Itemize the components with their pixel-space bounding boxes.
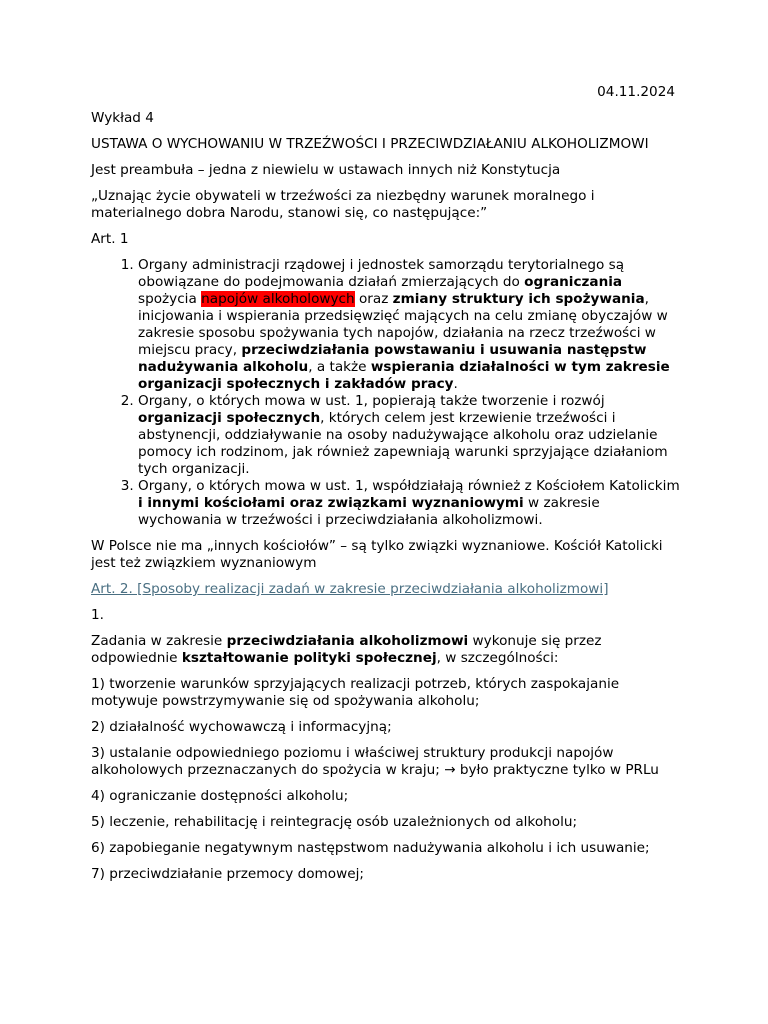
point-2: 2) działalność wychowawczą i informacyjną; bbox=[91, 719, 392, 735]
art1-heading: Art. 1 bbox=[91, 231, 129, 247]
text: Organy administracji rządowej i jednostek samorządu terytorialnego są obowiązane do podejmowania działań zmierzających do bbox=[138, 257, 625, 290]
bold-text: wspierania działalności w tym zakresie organizacji społecznych i zakładów pracy bbox=[138, 359, 670, 392]
text: spożycia bbox=[138, 291, 202, 307]
bold-text: i innymi kościołami oraz związkami wyznaniowymi bbox=[138, 495, 524, 511]
point-7: 7) przeciwdziałanie przemocy domowej; bbox=[91, 866, 364, 882]
text: , a także bbox=[308, 359, 371, 375]
point-1: 1) tworzenie warunków sprzyjających realizacji potrzeb, których zaspokajanie motywuje powstrzymywanie się od spożywania alkoholu; bbox=[91, 676, 620, 709]
bold-text: kształtowanie polityki społecznej bbox=[181, 650, 437, 666]
text: oraz bbox=[354, 291, 393, 307]
bold-text: ograniczania bbox=[524, 274, 623, 290]
highlighted-text: napojów alkoholowych bbox=[201, 291, 355, 307]
point-5: 5) leczenie, rehabilitację i reintegrację osób uzależnionych od alkoholu; bbox=[91, 814, 578, 830]
act-title: USTAWA O WYCHOWANIU W TRZEŹWOŚCI I PRZECIWDZIAŁANIU ALKOHOLIZMOWI bbox=[91, 136, 649, 152]
text: Organy, o których mowa w ust. 1, współdziałają również z Kościołem Katolickim bbox=[138, 478, 680, 494]
art1-item-2 bbox=[138, 393, 681, 478]
text: , inicjowania i wspierania przedsięwzięć mających na celu zmianę obyczajów w zakresie sposobu spożywania tych napojów, działania na rzecz trzeźwości w miejscu pracy, bbox=[138, 291, 668, 358]
bold-text: zmiany struktury ich spożywania bbox=[392, 291, 645, 307]
art1-item-3 bbox=[138, 478, 681, 529]
text: , w szczególności: bbox=[436, 650, 559, 666]
art1-item-1 bbox=[138, 257, 681, 393]
text: wykonuje się przez odpowiednie bbox=[91, 633, 602, 666]
text: . bbox=[453, 376, 458, 392]
art2-link[interactable]: Art. 2. [Sposoby realizacji zadań w zakresie przeciwdziałania alkoholizmowi] bbox=[91, 581, 609, 597]
document-body bbox=[91, 84, 681, 892]
art2-number: 1. bbox=[91, 607, 104, 623]
text: Zadania w zakresie bbox=[91, 633, 227, 649]
note-churches: W Polsce nie ma „innych kościołów” – są tylko związki wyznaniowe. Kościół Katolicki jest też związkiem wyznaniowym bbox=[91, 538, 663, 571]
bold-text: organizacji społecznych bbox=[138, 410, 321, 426]
art1-list bbox=[91, 257, 681, 529]
text: , których celem jest krzewienie trzeźwości i abstynencji, oddziaływanie na osoby nadużywające alkoholu oraz udzielanie pomocy ich rodzinom, jak również zapewniają warunki sprzyjające działaniom tych organizacji. bbox=[138, 410, 668, 477]
bold-text: przeciwdziałania powstawaniu i usuwania następstw nadużywania alkoholu bbox=[138, 342, 647, 375]
text: w zakresie wychowania w trzeźwości i przeciwdziałania alkoholizmowi. bbox=[138, 495, 600, 528]
preamble-note: Jest preambuła – jedna z niewielu w ustawach innych niż Konstytucja bbox=[91, 162, 561, 178]
date: 04.11.2024 bbox=[597, 84, 675, 100]
point-6: 6) zapobieganie negatywnym następstwom nadużywania alkoholu i ich usuwanie; bbox=[91, 840, 650, 856]
preamble-quote: „Uznając życie obywateli w trzeźwości za niezbędny warunek moralnego i materialnego dobra Narodu, stanowi się, co następujące:” bbox=[91, 188, 595, 221]
text: Organy, o których mowa w ust. 1, popierają także tworzenie i rozwój bbox=[138, 393, 605, 409]
point-4: 4) ograniczanie dostępności alkoholu; bbox=[91, 788, 349, 804]
art2-intro bbox=[91, 633, 681, 667]
lecture-title: Wykład 4 bbox=[91, 110, 154, 126]
point-3: 3) ustalanie odpowiedniego poziomu i właściwej struktury produkcji napojów alkoholowych przeznaczanych do spożycia w kraju; → było praktyczne tylko w PRLu bbox=[91, 745, 659, 778]
bold-text: przeciwdziałania alkoholizmowi bbox=[226, 633, 469, 649]
